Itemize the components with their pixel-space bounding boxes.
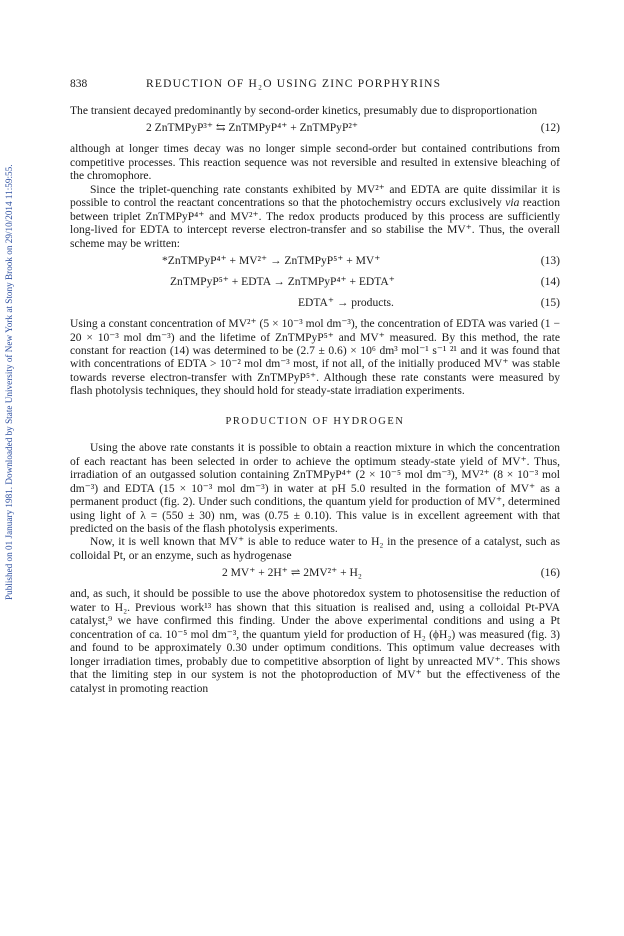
article-body bbox=[70, 105, 560, 696]
italic-via: via bbox=[505, 197, 520, 210]
equation-15 bbox=[70, 297, 560, 313]
equation-14-expression: ZnTMPyP⁵⁺ + EDTA → ZnTMPyP⁴⁺ + EDTA⁺ bbox=[170, 276, 395, 289]
paragraph-triplet-quenching bbox=[70, 184, 560, 251]
section-heading-production-of-hydrogen: PRODUCTION OF HYDROGEN bbox=[225, 415, 405, 427]
equation-12 bbox=[70, 122, 560, 138]
equation-15-expression: EDTA⁺ → products. bbox=[298, 297, 394, 310]
equation-12-expression: 2 ZnTMPyP³⁺ ⇆ ZnTMPyP⁴⁺ + ZnTMPyP²⁺ bbox=[146, 122, 358, 135]
equation-15-number: (15) bbox=[540, 297, 560, 310]
paragraph-rate-constants: Using a constant concentration of MV²⁺ (5 × 10⁻³ mol dm⁻³), the concentration of EDTA was varied (1 − 20 × 10⁻³ mol dm⁻³) and the lifetime of ZnTMPyP⁵⁺ and MV⁺ measured. By this method, the rate constant for reaction (14) was determined to be (2.7 ± 0.6) × 10⁶ dm³ mol⁻¹ s⁻¹ ²¹ and it was found that with concentrations of EDTA > 10⁻² mol dm⁻³ most, if not all, of the initially produced MV⁺ was stable towards reverse electron-transfer with ZnTMPyP⁵⁺. Although these rate constants were measured by flash photolysis techniques, they should hold for steady-state irradiation experiments. bbox=[70, 318, 560, 398]
equation-16-expression: 2 MV⁺ + 2H⁺ ⇌ 2MV²⁺ + H₂ bbox=[222, 567, 362, 580]
equation-14-number: (14) bbox=[540, 276, 560, 289]
equation-14 bbox=[70, 276, 560, 292]
download-watermark: Published on 01 January 1981. Downloaded by State University of New York at Stony Brook on 29/10/2014 11:59:55. bbox=[4, 164, 14, 600]
paragraph-mv-reduces-water: Now, it is well known that MV⁺ is able to reduce water to H₂ in the presence of a catalyst, such as colloidal Pt, or an enzyme, such as hydrogenase bbox=[70, 536, 560, 562]
equation-12-number: (12) bbox=[540, 122, 560, 135]
paragraph-reaction-mixture: Using the above rate constants it is possible to obtain a reaction mixture in which the concentration of each reactant has been selected in order to achieve the optimum steady-state yield of MV⁺. Thus, irradiation of an outgassed solution containing ZnTMPyP⁴⁺ (2 × 10⁻⁵ mol dm⁻³), MV²⁺ (8 × 10⁻³ mol dm⁻³) and EDTA (15 × 10⁻³ mol dm⁻³) in water at pH 5.0 resulted in the formation of MV⁺ as a permanent product (fig. 2). Under such conditions, the quantum yield for production of MV⁺, determined using light of λ = (550 ± 30) nm, was (0.75 ± 0.10). This value is in excellent agreement with that predicted on the basis of the flash photolysis experiments. bbox=[70, 442, 560, 535]
equation-16-number: (16) bbox=[540, 567, 560, 580]
equation-16 bbox=[70, 567, 560, 583]
paragraph-triplet-quenching-part1: Since the triplet-quenching rate constants exhibited by MV²⁺ and EDTA are quite dissimilar it is possible to control the reactant concentrations so that the photochemistry occurs exclusively bbox=[70, 183, 560, 210]
paragraph-triplet-quenching-part2: reaction between triplet ZnTMPyP⁴⁺ and MV²⁺. The redox products produced by this process are sufficiently long-lived for EDTA to intercept reverse electron-transfer and so stabilise the MV⁺. Thus, the overall scheme may be written: bbox=[70, 197, 560, 250]
equation-13-expression: *ZnTMPyP⁴⁺ + MV²⁺ → ZnTMPyP⁵⁺ + MV⁺ bbox=[162, 255, 381, 268]
paragraph-disproportionation: The transient decayed predominantly by second-order kinetics, presumably due to disproportionation bbox=[70, 105, 538, 117]
paragraph-decay: although at longer times decay was no longer simple second-order but contained contributions from competitive processes. This reaction sequence was not reversible and resulted in extensive bleaching of the chromophore. bbox=[70, 143, 560, 183]
paragraph-photosensitise: and, as such, it should be possible to use the above photoredox system to photosensitise the reduction of water to H₂. Previous work¹³ has shown that this situation is realised and, using a colloidal Pt-PVA catalyst,⁹ we have confirmed this finding. Under the above experimental conditions and using a Pt concentration of ca. 10⁻⁵ mol dm⁻³, the quantum yield for production of H₂ (ϕH₂) was measured (fig. 3) and found to be approximately 0.30 under optimum conditions. This optimum value decreases with longer irradiation times, probably due to competitive absorption of light by unreacted MV⁺. This shows that the limiting step in our system is not the photoproduction of MV⁺ but the effectiveness of the catalyst in promoting reaction bbox=[70, 588, 560, 695]
running-title: REDUCTION OF H₂O USING ZINC PORPHYRINS bbox=[146, 78, 442, 90]
equation-13-number: (13) bbox=[540, 255, 560, 268]
page-number: 838 bbox=[70, 78, 88, 90]
equation-13 bbox=[70, 255, 560, 271]
